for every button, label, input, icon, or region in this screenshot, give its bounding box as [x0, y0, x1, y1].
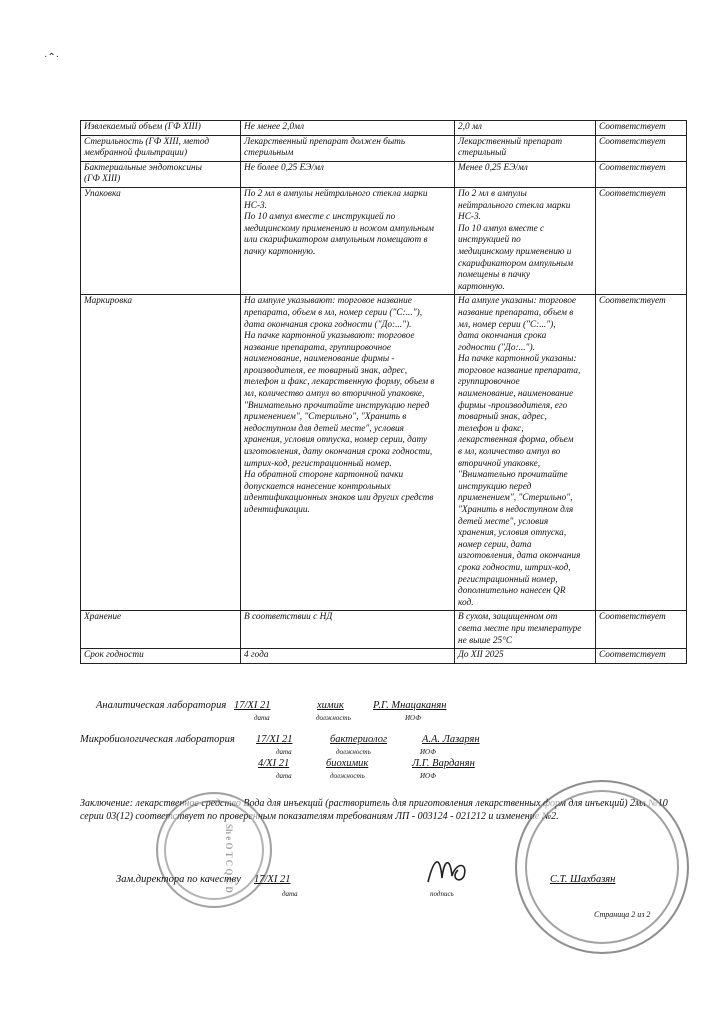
cell-line: в мл, количество ампул во	[458, 447, 561, 458]
cell-line: штрих-код, регистрационный номер.	[244, 458, 392, 469]
cell-line: наименование, наименование	[458, 389, 574, 400]
signature-caption: подпись	[430, 890, 454, 898]
analytic-position: химик	[317, 700, 344, 711]
micro2-name: Л.Г. Варданян	[412, 758, 475, 769]
cell-line: скарификатором ампульным	[458, 258, 573, 269]
norm-cell	[241, 135, 455, 161]
cell-line: Соответствует	[599, 188, 666, 199]
norm-cell	[241, 187, 455, 294]
deputy-title: Зам.директора по качеству	[116, 874, 241, 885]
stamp-left-text: Sh e O T C Q C D	[224, 824, 234, 893]
micro1-date-caption: дата	[276, 748, 292, 756]
table-row	[81, 161, 687, 187]
cell-line: На пачке картонной указывают: торговое	[244, 331, 415, 342]
round-stamp-right	[515, 780, 689, 954]
analytic-date-caption: дата	[254, 714, 270, 722]
norm-cell	[241, 121, 455, 136]
cell-line: мл, номер серии ("С:..."),	[458, 319, 556, 330]
micro1-position-caption: должность	[336, 748, 371, 756]
cell-line: помещены в пачку	[458, 270, 531, 281]
cell-line: срока годности, штрих-код,	[458, 562, 571, 573]
cell-line: Стерильность (ГФ XIII, метод	[84, 136, 210, 147]
cell-line: хранения, условия отпуска, номер серии, дату	[244, 435, 428, 446]
parameter-cell	[81, 161, 241, 187]
cell-line: "Хранить в недоступном для	[458, 505, 574, 515]
norm-cell	[241, 161, 455, 187]
cell-line: допускается нанесение контрольных	[244, 481, 391, 492]
verdict-cell	[596, 121, 687, 136]
cell-line: дата окончания срока годности ("До:...").	[244, 319, 412, 330]
cell-line: вторичной упаковке,	[458, 458, 541, 469]
cell-line: Менее 0,25 ЕЭ/мл	[458, 162, 528, 173]
deputy-date: 17/XI 21	[254, 874, 291, 885]
table-row	[81, 649, 687, 664]
round-stamp-left	[156, 792, 272, 908]
result-cell	[455, 187, 596, 294]
cell-line: света месте при температуре	[458, 623, 582, 634]
cell-line: Соответствует	[599, 136, 666, 147]
micro2-date: 4/XI 21	[258, 758, 290, 769]
verdict-cell	[596, 187, 687, 294]
cell-line: группировочное	[458, 377, 520, 388]
micro2-fio-caption: ИОФ	[420, 772, 436, 780]
norm-cell	[241, 611, 455, 649]
norm-cell	[241, 295, 455, 611]
cell-line: По 10 ампул вместе с	[458, 223, 545, 234]
cell-line: Не более 0,25 ЕЭ/мл	[244, 162, 324, 173]
spec-table-body	[81, 121, 687, 664]
cell-line: номер серии, дата	[458, 539, 532, 550]
scan-speck: ·⌃·	[44, 52, 60, 63]
cell-line: На обратной стороне картонной пачки	[244, 470, 404, 481]
cell-line: недоступном для детей месте", условия	[244, 423, 404, 434]
cell-line: НС-3.	[458, 212, 481, 223]
cell-line: применением", "Стерильно",	[458, 493, 573, 504]
cell-line: До XII 2025	[458, 650, 504, 661]
cell-line: название препарата, объем в	[458, 307, 574, 318]
cell-line: инструкцию перед	[458, 481, 532, 492]
cell-line: идентификационных знаков или других средств	[244, 493, 434, 504]
deputy-name: С.Т. Шахбазян	[550, 874, 616, 885]
table-row	[81, 135, 687, 161]
analytic-date: 17/XI 21	[234, 700, 271, 711]
analytic-lab-label: Аналитическая лаборатория	[96, 700, 227, 711]
cell-line: Срок годности	[84, 650, 144, 661]
micro-lab-label: Микробиологическая лаборатория	[80, 734, 235, 745]
cell-line: фирмы -производителя, его	[458, 400, 568, 411]
cell-line: товарный знак, адрес,	[458, 412, 547, 423]
result-cell	[455, 121, 596, 136]
cell-line: применением", "Стерильно", "Хранить в	[244, 412, 407, 423]
cell-line: По 2 мл в ампулы нейтрального стекла марки	[244, 188, 428, 199]
cell-line: По 2 мл в ампулы	[458, 188, 527, 199]
parameter-cell	[81, 295, 241, 611]
table-row	[81, 611, 687, 649]
cell-line: В соответствии с НД	[244, 612, 333, 623]
verdict-cell	[596, 161, 687, 187]
cell-line: код.	[458, 597, 474, 608]
cell-line: Не менее 2,0мл	[244, 122, 305, 132]
result-cell	[455, 135, 596, 161]
cell-line: регистрационный номер,	[458, 574, 558, 585]
cell-line: изготовления, дата окончания	[458, 551, 581, 562]
conclusion-text: Заключение: лекарственное средство Вода для инъекций (растворитель для приготовления лекарственных форм для инъекций) 2мл №10 серии 03(12) соответствует по проверенным показателям требованиям ЛП - 003124 - 021212 и изменение №2.	[80, 798, 668, 822]
result-cell	[455, 611, 596, 649]
cell-line: медицинскому применению и	[458, 246, 572, 257]
cell-line: стерильный	[458, 148, 507, 159]
cell-line: Хранение	[84, 612, 122, 623]
cell-line: идентификации.	[244, 505, 310, 515]
cell-line: изготовления, дату окончания срока годности,	[244, 447, 433, 458]
cell-line: На пачке картонной указаны:	[458, 354, 577, 365]
table-row	[81, 295, 687, 611]
verdict-cell	[596, 295, 687, 611]
cell-line: В сухом, защищенном от	[458, 612, 558, 623]
parameter-cell	[81, 649, 241, 664]
cell-line: нейтрального стекла марки	[458, 200, 571, 211]
result-cell	[455, 295, 596, 611]
table-row	[81, 187, 687, 294]
cell-line: годности ("До:...").	[458, 342, 535, 353]
micro1-date: 17/XI 21	[256, 734, 293, 745]
cell-line: или скарификатором ампульным помещают в	[244, 235, 428, 246]
parameter-cell	[81, 121, 241, 136]
cell-line: Лекарственный препарат должен быть	[244, 136, 406, 147]
cell-line: лекарственная форма, объем	[458, 435, 574, 446]
cell-line: 2,0 мл	[458, 122, 482, 132]
page-number: Страница 2 из 2	[594, 910, 651, 919]
cell-line: Лекарственный препарат	[458, 136, 563, 147]
micro1-fio-caption: ИОФ	[420, 748, 436, 756]
table-row	[81, 121, 687, 136]
cell-line: Маркировка	[84, 296, 133, 307]
cell-line: НС-3.	[244, 200, 267, 211]
cell-line: хранения, условия отпуска,	[458, 528, 567, 539]
verdict-cell	[596, 135, 687, 161]
parameter-cell	[81, 187, 241, 294]
result-cell	[455, 161, 596, 187]
verdict-cell	[596, 649, 687, 664]
cell-line: "Внимательно прочитайте инструкцию перед	[244, 400, 430, 411]
cell-line: название препарата, группировочное	[244, 342, 392, 353]
cell-line: Извлекаемый объем (ГФ XIII)	[84, 122, 201, 132]
parameter-cell	[81, 135, 241, 161]
deputy-date-caption: дата	[282, 890, 298, 898]
cell-line: Бактериальные эндотоксины	[84, 162, 202, 173]
cell-line: детей месте", условия	[458, 516, 549, 527]
cell-line: инструкцией по	[458, 235, 521, 246]
cell-line: препарата, объем в мл, номер серии ("С:..."),	[244, 307, 423, 318]
cell-line: Соответствует	[599, 612, 666, 623]
cell-line: дата окончания срока	[458, 331, 547, 342]
cell-line: наименование, наименование фирмы -	[244, 354, 395, 365]
cell-line: торговое название препарата,	[458, 365, 581, 376]
cell-line: пачку картонную.	[244, 246, 316, 257]
cell-line: Упаковка	[84, 188, 121, 199]
cell-line: 4 года	[244, 650, 269, 661]
analytic-name: Р.Г. Мнацаканян	[373, 700, 447, 711]
cell-line: стерильным	[244, 148, 294, 159]
cell-line: производителя, ее товарный знак, адрес,	[244, 365, 408, 376]
cell-line: (ГФ XIII)	[84, 174, 121, 185]
cell-line: медицинскому применению и ножом ампульным	[244, 223, 434, 234]
spec-table	[80, 120, 687, 664]
cell-line: По 10 ампул вместе с инструкцией по	[244, 212, 396, 223]
cell-line: Соответствует	[599, 162, 666, 173]
result-cell	[455, 649, 596, 664]
analytic-fio-caption: ИОФ	[405, 714, 421, 722]
cell-line: Соответствует	[599, 650, 666, 661]
cell-line: "Внимательно прочитайте	[458, 470, 568, 481]
analytic-position-caption: должность	[316, 714, 351, 722]
verdict-cell	[596, 611, 687, 649]
cell-line: На ампуле указаны: торговое	[458, 296, 576, 307]
handwritten-signature	[420, 848, 480, 890]
norm-cell	[241, 649, 455, 664]
cell-line: Соответствует	[599, 122, 666, 132]
cell-line: мл, количество ампул во вторичной упаковке,	[244, 389, 425, 400]
cell-line: телефон и факс, лекарственную форму, объем в	[244, 377, 435, 388]
micro2-position-caption: должность	[330, 772, 365, 780]
cell-line: На ампуле указывают: торговое название	[244, 296, 412, 307]
micro1-position: бактериолог	[330, 734, 388, 745]
cell-line: дополнительно нанесен QR	[458, 586, 566, 597]
cell-line: не выше 25°С	[458, 635, 513, 646]
micro1-name: А.А. Лазарян	[422, 734, 480, 745]
micro2-position: биохимик	[326, 758, 369, 769]
cell-line: картонную.	[458, 281, 505, 292]
cell-line: телефон и факс,	[458, 423, 524, 434]
cell-line: мембранной фильтрации)	[84, 148, 188, 159]
cell-line: Соответствует	[599, 296, 666, 307]
micro2-date-caption: дата	[276, 772, 292, 780]
parameter-cell	[81, 611, 241, 649]
